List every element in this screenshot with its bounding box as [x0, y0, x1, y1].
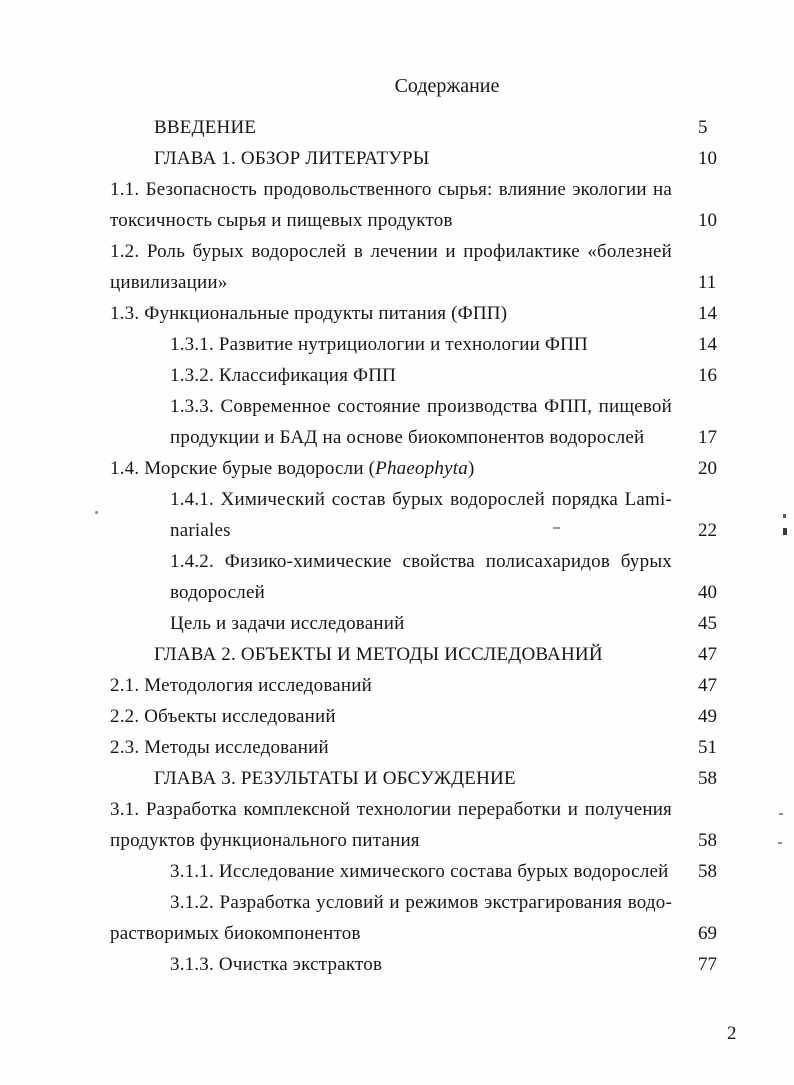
toc-page-number: 58 [698, 768, 717, 789]
toc-entry-text: 2.2. Объекты исследований [110, 706, 336, 727]
toc-page-number: 51 [698, 737, 717, 758]
toc-row [110, 455, 738, 482]
toc-entry-text: водорослей [170, 582, 265, 603]
toc-entry-text: ГЛАВА 1. ОБЗОР ЛИТЕРАТУРЫ [154, 148, 430, 169]
toc-entry-text: 3.1. Разработка комплексной технологии переработки и получения [110, 799, 672, 820]
toc-entry-text: Цель и задачи исследований [170, 613, 405, 634]
toc-entry-text: 3.1.1. Исследование химического состава бурых водорослей [170, 861, 669, 882]
toc-page-number: 10 [698, 148, 717, 169]
page-title: Содержание [394, 75, 500, 97]
toc-row [110, 145, 738, 172]
toc-entry-text: 1.4.2. Физико-химические свойства полисахаридов бурых [170, 551, 672, 572]
scan-artifact [783, 528, 787, 535]
toc-row [110, 920, 738, 947]
toc-entry-text-segment: 1.4. Морские бурые водоросли ( [110, 458, 376, 479]
toc-row [110, 858, 738, 885]
toc-page-number: 22 [698, 520, 717, 541]
toc-page-number: 47 [698, 675, 717, 696]
toc-entry-text: токсичность сырья и пищевых продуктов [110, 210, 453, 231]
scan-artifact [553, 527, 560, 529]
toc-entry-text: 1.2. Роль бурых водорослей в лечении и профилактике «болезней [110, 241, 672, 262]
toc-entry-text: nariales [170, 520, 231, 541]
toc-entry-text: 1.3.2. Классификация ФПП [170, 365, 397, 386]
toc-row [110, 486, 738, 513]
toc-page-number: 45 [698, 613, 717, 634]
toc-row [110, 579, 738, 606]
toc-page-number: 14 [698, 334, 717, 355]
toc-row [110, 765, 738, 792]
toc-row [110, 796, 738, 823]
scan-artifact [783, 514, 786, 518]
toc-entry-text [110, 455, 672, 482]
toc-entry-text: растворимых биокомпонентов [110, 923, 361, 944]
toc-entry-text: 1.4.1. Химический состав бурых водорослей порядка Lami- [170, 489, 672, 510]
toc-page-number: 17 [698, 427, 717, 448]
toc-entry-text: 1.3.1. Развитие нутрициологии и технологии ФПП [170, 334, 588, 355]
toc-entry-text: продуктов функционального питания [110, 830, 420, 851]
toc-row [110, 610, 738, 637]
toc-entry-text: 1.3.3. Современное состояние производства ФПП, пищевой [170, 396, 672, 417]
toc-row [110, 951, 738, 978]
toc-row [110, 517, 738, 544]
toc-row [110, 362, 738, 389]
toc-page-number: 69 [698, 923, 717, 944]
toc-entry-text: цивилизации» [110, 272, 228, 293]
toc-page-number: 47 [698, 644, 717, 665]
toc-row [110, 424, 738, 451]
toc-entry-text: 3.1.3. Очистка экстрактов [170, 954, 383, 975]
toc-row [110, 393, 738, 420]
toc-entry-text: 1.3. Функциональные продукты питания (ФПП) [110, 303, 508, 324]
scan-artifact [779, 813, 783, 815]
toc-row [110, 827, 738, 854]
toc-entry-text: 2.1. Методология исследований [110, 675, 373, 696]
toc-page-number: 11 [698, 272, 717, 293]
scan-artifact [95, 511, 98, 514]
scan-artifact [778, 842, 782, 844]
toc-row [110, 300, 738, 327]
toc-page-number: 14 [698, 303, 717, 324]
toc-entry-latin-name: Phaeophyta [375, 458, 468, 479]
toc-row [110, 269, 738, 296]
toc-row [110, 114, 738, 141]
toc-entry-text: продукции и БАД на основе биокомпонентов водорослей [170, 427, 645, 448]
toc-page-number: 40 [698, 582, 717, 603]
toc-row [110, 238, 738, 265]
toc-row [110, 548, 738, 575]
page-number: 2 [727, 1023, 737, 1044]
toc-entry-text: 2.3. Методы исследований [110, 737, 329, 758]
toc-row [110, 734, 738, 761]
toc-entry-text: ГЛАВА 3. РЕЗУЛЬТАТЫ И ОБСУЖДЕНИЕ [154, 768, 516, 789]
toc-entry-text: 3.1.2. Разработка условий и режимов экстрагирования водо- [170, 892, 672, 913]
toc-page-number: 16 [698, 365, 717, 386]
toc-row [110, 207, 738, 234]
toc-page-number: 10 [698, 210, 717, 231]
toc-entry-text: ГЛАВА 2. ОБЪЕКТЫ И МЕТОДЫ ИССЛЕДОВАНИЙ [154, 644, 603, 665]
toc-row [110, 672, 738, 699]
toc-row [110, 641, 738, 668]
toc-page-number: 49 [698, 706, 717, 727]
toc-page-number: 58 [698, 861, 717, 882]
toc-entry-text: 1.1. Безопасность продовольственного сырья: влияние экологии на [110, 179, 672, 200]
toc-page-number: 5 [698, 117, 708, 138]
toc-row [110, 889, 738, 916]
toc-page-number: 58 [698, 830, 717, 851]
toc-page-number: 77 [698, 954, 717, 975]
toc-entry-text: ВВЕДЕНИЕ [154, 117, 257, 138]
toc-row [110, 176, 738, 203]
toc-row [110, 703, 738, 730]
toc-page-number: 20 [698, 458, 717, 479]
toc-row [110, 331, 738, 358]
toc-entry-text-segment: ) [467, 458, 475, 479]
